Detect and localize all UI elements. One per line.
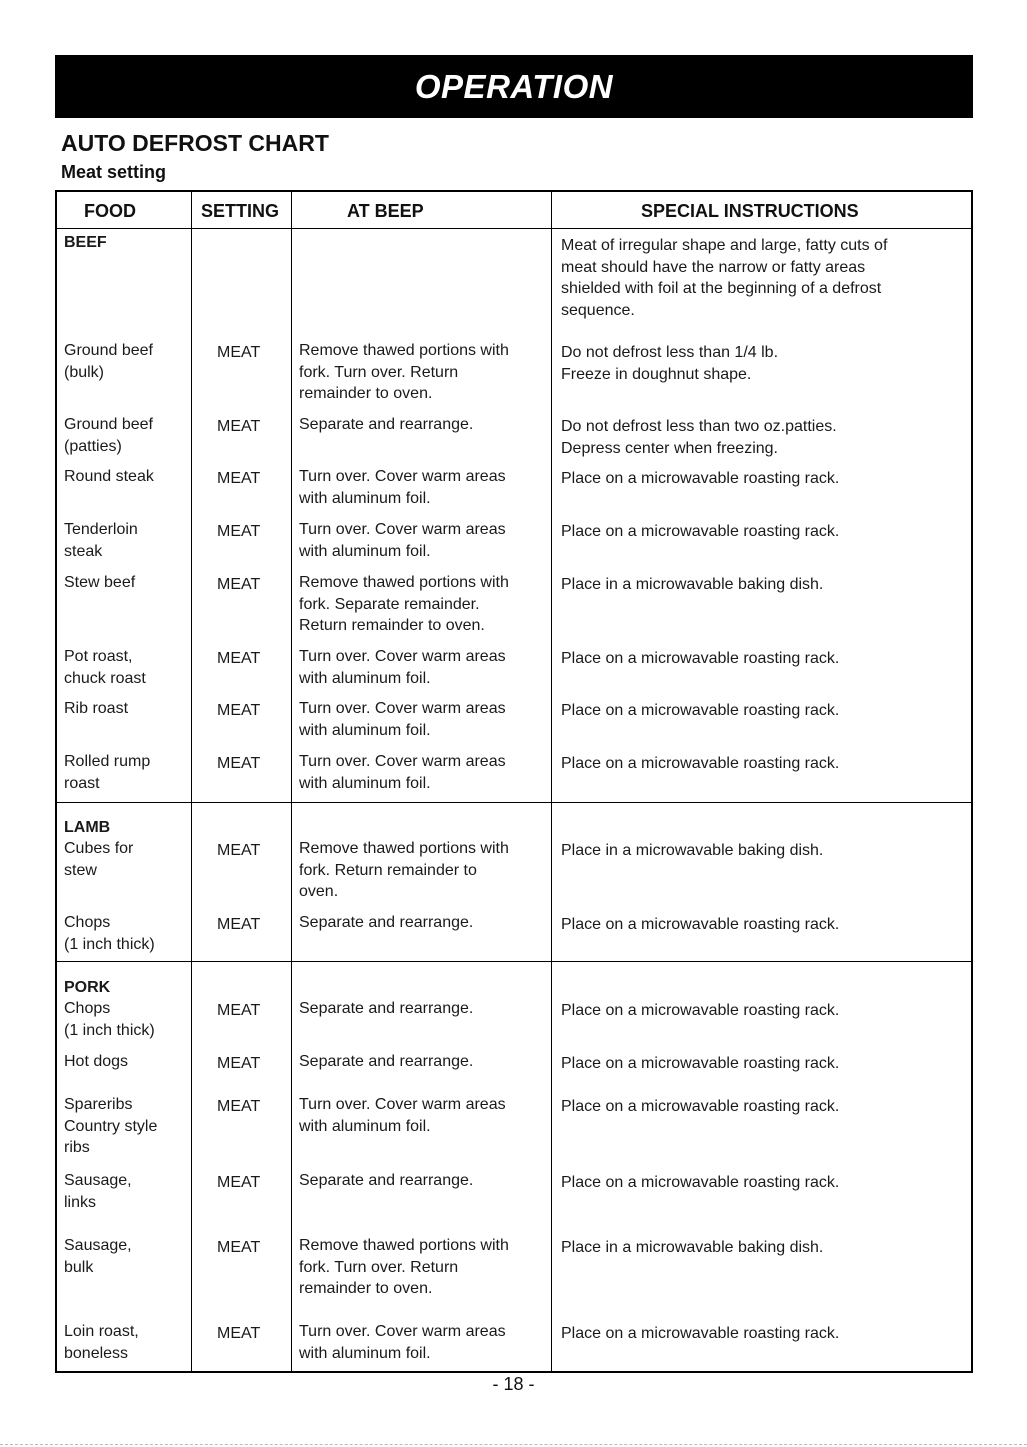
column-divider: [551, 192, 552, 1371]
food-name: Stew beef: [64, 574, 136, 591]
food-name: roast: [64, 774, 100, 792]
at-beep-instruction: Return remainder to oven.: [299, 617, 485, 634]
setting-value: MEAT: [217, 650, 261, 667]
food-name: Chops: [64, 1000, 111, 1017]
setting-value: MEAT: [217, 1055, 261, 1072]
column-divider: [191, 192, 192, 1371]
beef-intro-line: Meat of irregular shape and large, fatty cuts of: [561, 237, 888, 254]
header-special-instructions: SPECIAL INSTRUCTIONS: [641, 201, 859, 221]
special-instruction: Depress center when freezing.: [561, 439, 778, 457]
food-name: bulk: [64, 1258, 94, 1276]
setting-value: MEAT: [217, 470, 261, 487]
food-name: Country style: [64, 1117, 158, 1135]
at-beep-instruction: with aluminum foil.: [299, 774, 431, 792]
food-name: (bulk): [64, 363, 105, 381]
food-name: Cubes for: [64, 840, 134, 857]
food-name: chuck roast: [64, 669, 146, 687]
food-name: Round steak: [64, 468, 154, 485]
setting-value: MEAT: [217, 1239, 261, 1256]
header-food: FOOD: [84, 201, 136, 221]
column-divider: [291, 192, 292, 1371]
setting-value: MEAT: [217, 523, 261, 540]
beef-intro-line: meat should have the narrow or fatty areas: [561, 258, 866, 276]
at-beep-instruction: fork. Turn over. Return: [299, 1258, 459, 1276]
defrost-table: [55, 190, 973, 1373]
setting-value: MEAT: [217, 755, 261, 772]
special-instruction: Place on a microwavable roasting rack.: [561, 1098, 840, 1115]
at-beep-instruction: Turn over. Cover warm areas: [299, 1096, 506, 1113]
special-instruction: Place on a microwavable roasting rack.: [561, 1325, 840, 1342]
special-instruction: Do not defrost less than 1/4 lb.: [561, 344, 779, 361]
group-label-pork: PORK: [64, 979, 111, 996]
food-name: Sausage,: [64, 1172, 132, 1189]
setting-value: MEAT: [217, 1002, 261, 1019]
beef-intro-line: sequence.: [561, 301, 635, 319]
setting-value: MEAT: [217, 916, 261, 933]
at-beep-instruction: Separate and rearrange.: [299, 1172, 474, 1189]
at-beep-instruction: oven.: [299, 883, 339, 900]
at-beep-instruction: fork. Turn over. Return: [299, 363, 459, 381]
special-instruction: Freeze in doughnut shape.: [561, 365, 752, 383]
special-instruction: Place on a microwavable roasting rack.: [561, 1055, 840, 1072]
food-name: Sausage,: [64, 1237, 132, 1254]
special-instruction: Place on a microwavable roasting rack.: [561, 1174, 840, 1191]
at-beep-instruction: remainder to oven.: [299, 385, 433, 402]
at-beep-instruction: Separate and rearrange.: [299, 416, 474, 433]
group-label-lamb: LAMB: [64, 819, 111, 836]
at-beep-instruction: Turn over. Cover warm areas: [299, 700, 506, 717]
food-name: links: [64, 1193, 97, 1211]
header-at-beep: AT BEEP: [347, 201, 424, 221]
food-name: Tenderloin: [64, 521, 138, 538]
at-beep-instruction: Turn over. Cover warm areas: [299, 1323, 506, 1340]
food-name: (patties): [64, 437, 122, 455]
special-instruction: Do not defrost less than two oz.patties.: [561, 418, 837, 435]
special-instruction: Place on a microwavable roasting rack.: [561, 916, 840, 933]
at-beep-instruction: Remove thawed portions with: [299, 574, 509, 591]
at-beep-instruction: with aluminum foil.: [299, 721, 431, 739]
header-setting: SETTING: [201, 201, 280, 221]
banner-title: OPERATION: [414, 67, 614, 105]
food-name: Pot roast,: [64, 648, 133, 665]
food-name: (1 inch thick): [64, 1021, 155, 1039]
food-name: Spareribs: [64, 1096, 133, 1113]
at-beep-instruction: with aluminum foil.: [299, 1117, 431, 1135]
header-divider: [57, 228, 971, 229]
group-divider: [57, 961, 971, 962]
at-beep-instruction: Turn over. Cover warm areas: [299, 648, 506, 665]
at-beep-instruction: fork. Separate remainder.: [299, 595, 480, 613]
at-beep-instruction: Turn over. Cover warm areas: [299, 753, 506, 770]
setting-value: MEAT: [217, 344, 261, 361]
setting-value: MEAT: [217, 418, 261, 435]
at-beep-instruction: Separate and rearrange.: [299, 1053, 474, 1070]
at-beep-instruction: with aluminum foil.: [299, 489, 431, 507]
special-instruction: Place on a microwavable roasting rack.: [561, 702, 840, 719]
at-beep-instruction: Remove thawed portions with: [299, 1237, 509, 1254]
food-name: boneless: [64, 1344, 129, 1362]
at-beep-instruction: with aluminum foil.: [299, 1344, 431, 1362]
special-instruction: Place on a microwavable roasting rack.: [561, 755, 840, 772]
group-label-beef: BEEF: [64, 234, 107, 251]
setting-value: MEAT: [217, 842, 261, 859]
at-beep-instruction: Remove thawed portions with: [299, 840, 509, 857]
at-beep-instruction: Turn over. Cover warm areas: [299, 521, 506, 538]
setting-value: MEAT: [217, 702, 261, 719]
chart-subtitle: Meat setting: [61, 162, 167, 182]
special-instruction: Place in a microwavable baking dish.: [561, 842, 824, 859]
at-beep-instruction: fork. Return remainder to: [299, 861, 477, 879]
food-name: Ground beef: [64, 342, 153, 359]
setting-value: MEAT: [217, 576, 261, 593]
food-name: Hot dogs: [64, 1053, 129, 1070]
beef-intro-line: shielded with foil at the beginning of a defrost: [561, 280, 882, 297]
setting-value: MEAT: [217, 1098, 261, 1115]
food-name: ribs: [64, 1139, 90, 1156]
at-beep-instruction: with aluminum foil.: [299, 542, 431, 560]
special-instruction: Place in a microwavable baking dish.: [561, 576, 824, 593]
bottom-rule: [0, 1444, 1027, 1445]
special-instruction: Place on a microwavable roasting rack.: [561, 650, 840, 667]
special-instruction: Place on a microwavable roasting rack.: [561, 523, 840, 540]
food-name: Rolled rump: [64, 753, 151, 770]
at-beep-instruction: Turn over. Cover warm areas: [299, 468, 506, 485]
food-name: Chops: [64, 914, 111, 931]
at-beep-instruction: Remove thawed portions with: [299, 342, 509, 359]
at-beep-instruction: with aluminum foil.: [299, 669, 431, 687]
food-name: steak: [64, 542, 103, 560]
operation-banner: [55, 55, 973, 118]
food-name: Ground beef: [64, 416, 153, 433]
page-number: - 18 -: [492, 1374, 535, 1394]
food-name: Rib roast: [64, 700, 129, 717]
group-divider: [57, 802, 971, 803]
food-name: (1 inch thick): [64, 935, 155, 953]
special-instruction: Place on a microwavable roasting rack.: [561, 1002, 840, 1019]
chart-title: AUTO DEFROST CHART: [61, 130, 329, 156]
food-name: stew: [64, 861, 97, 879]
setting-value: MEAT: [217, 1325, 261, 1342]
food-name: Loin roast,: [64, 1323, 139, 1340]
at-beep-instruction: remainder to oven.: [299, 1280, 433, 1297]
special-instruction: Place in a microwavable baking dish.: [561, 1239, 824, 1256]
setting-value: MEAT: [217, 1174, 261, 1191]
at-beep-instruction: Separate and rearrange.: [299, 1000, 474, 1017]
at-beep-instruction: Separate and rearrange.: [299, 914, 474, 931]
special-instruction: Place on a microwavable roasting rack.: [561, 470, 840, 487]
